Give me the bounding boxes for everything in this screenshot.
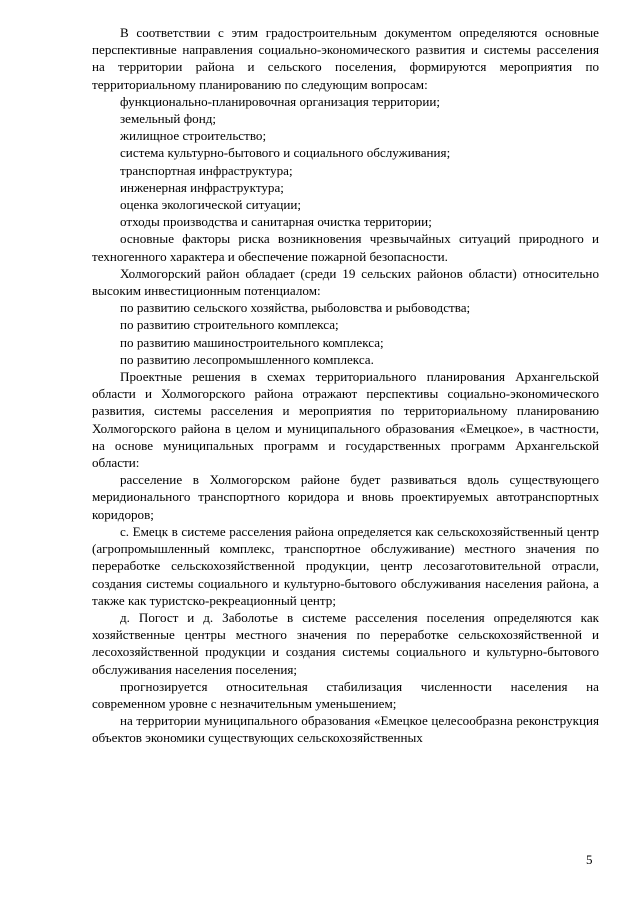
list-item: оценка экологической ситуации;	[120, 197, 302, 213]
list-item: расселение в Холмогорском районе будет развиваться вдоль существующего меридионального транспортного коридора и вновь проектируемых автотранспортных коридоров;	[92, 472, 599, 522]
list-item: д. Погост и д. Заболотье в системе расселения поселения определяются как хозяйственные центры местного значения по переработке сельскохозяйственной и лесохозяйственной продукции и создания системы социального и культурно-бытового обслуживания населения поселения;	[92, 609, 599, 677]
list-item: земельный фонд;	[120, 111, 217, 127]
investment-potential-paragraph: Холмогорский район обладает (среди 19 сельских районов области) относительно высоким инвестиционным потенциалом:	[92, 265, 599, 299]
risk-factors-item: основные факторы риска возникновения чрезвычайных ситуаций природного и техногенного характера и обеспечение пожарной безопасности.	[92, 231, 599, 264]
project-items-list	[92, 471, 599, 746]
project-decisions-paragraph: Проектные решения в схемах территориального планирования Архангельской области и Холмогорского района отражают перспективы социально-экономического развития, системы расселения и мероприятия по территориальному планированию Холмогорского района в целом и муниципального образования «Емецкое», в частности, на основе муниципальных программ и государственных программ Архангельской области:	[92, 369, 599, 471]
page-number: 5	[586, 852, 593, 867]
list-item: с. Емецк в системе расселения района определяется как сельскохозяйственный центр (агропромышленный комплекс, транспортное обслуживание) местного значения по переработке сельскохозяйственной продукции, центр лесозаготовительной отрасли, создания системы социального и культурно-бытового обслуживания населения района, а также как туристско-рекреационный центр;	[92, 523, 599, 608]
potential-list	[92, 299, 599, 368]
list-item: по развитию машиностроительного комплекса;	[120, 334, 384, 350]
list-item: по развитию строительного комплекса;	[120, 317, 339, 333]
list-item: по развитию сельского хозяйства, рыболовства и рыбоводства;	[120, 300, 471, 316]
document-page	[92, 24, 599, 747]
intro-paragraph: В соответствии с этим градостроительным документом определяются основные перспективные направления социально-экономического развития и системы расселения на территории района и сельского поселения, формируются мероприятия по территориальному планированию по следующим вопросам:	[92, 25, 599, 92]
list-item: прогнозируется относительная стабилизация численности населения на современном уровне с незначительным уменьшением;	[92, 678, 599, 711]
list-item: транспортная инфраструктура;	[120, 162, 293, 178]
questions-list	[92, 93, 599, 231]
list-item: на территории муниципального образования «Емецкое целесообразна реконструкция объектов экономики существующих сельскохозяйственных	[92, 713, 599, 746]
list-item: жилищное строительство;	[120, 128, 267, 144]
list-item: функционально-планировочная организация территории;	[120, 93, 440, 109]
list-item: по развитию лесопромышленного комплекса.	[120, 351, 374, 367]
list-item: система культурно-бытового и социального обслуживания;	[120, 145, 451, 161]
list-item: отходы производства и санитарная очистка территории;	[120, 214, 432, 230]
list-item: инженерная инфраструктура;	[120, 179, 284, 195]
